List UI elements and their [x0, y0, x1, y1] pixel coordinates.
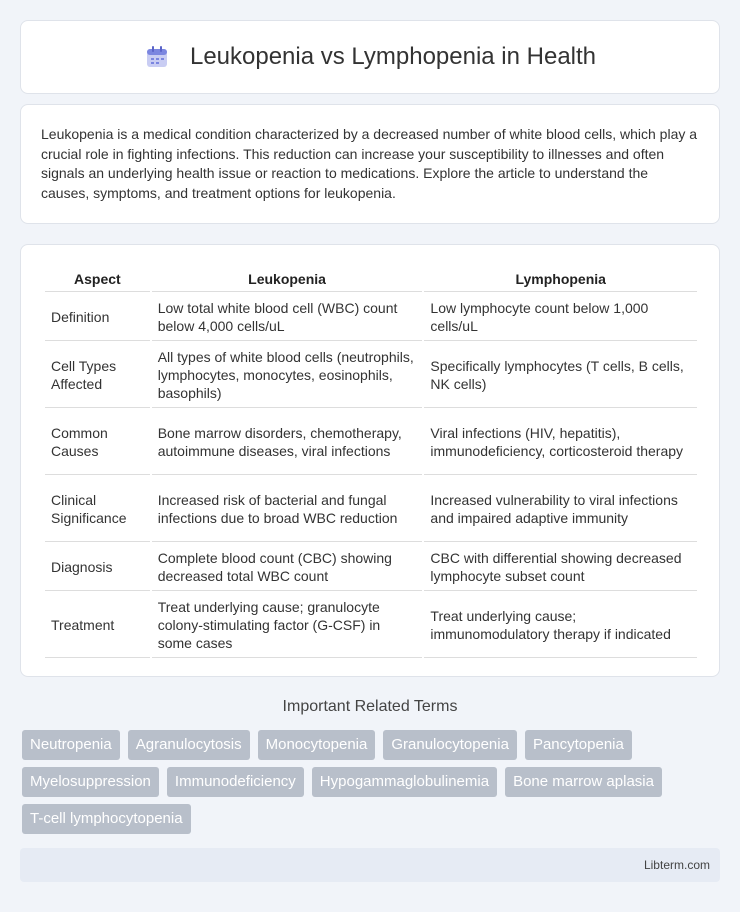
row-lymphopenia: Specifically lymphocytes (T cells, B cells, NK cells): [424, 343, 697, 408]
row-leukopenia: Low total white blood cell (WBC) count below 4,000 cells/uL: [152, 294, 423, 341]
table-row: [45, 410, 697, 475]
header-aspect: Aspect: [45, 267, 150, 292]
related-term-tag[interactable]: Pancytopenia: [525, 730, 632, 760]
row-aspect: Clinical Significance: [45, 477, 150, 542]
row-lymphopenia: CBC with differential showing decreased lymphocyte subset count: [424, 544, 697, 591]
row-lymphopenia: Treat underlying cause; immunomodulatory therapy if indicated: [424, 593, 697, 658]
related-terms-list: [22, 730, 722, 841]
row-lymphopenia: Low lymphocyte count below 1,000 cells/uL: [424, 294, 697, 341]
row-leukopenia: All types of white blood cells (neutrophils, lymphocytes, monocytes, eosinophils, basophils): [152, 343, 423, 408]
table-row: [45, 477, 697, 542]
intro-card: [20, 104, 720, 224]
related-term-tag[interactable]: Immunodeficiency: [167, 767, 304, 797]
related-term-tag[interactable]: Monocytopenia: [258, 730, 376, 760]
related-terms-title: Important Related Terms: [282, 698, 458, 715]
table-row: [45, 544, 697, 591]
row-leukopenia: Bone marrow disorders, chemotherapy, autoimmune diseases, viral infections: [152, 410, 423, 475]
related-term-tag[interactable]: T-cell lymphocytopenia: [22, 804, 191, 834]
page-title: Leukopenia vs Lymphopenia in Health: [189, 43, 597, 70]
row-aspect: Treatment: [45, 593, 150, 658]
row-aspect: Common Causes: [45, 410, 150, 475]
comparison-table: [43, 265, 699, 660]
footer-site-link[interactable]: Libterm.com: [643, 858, 710, 872]
table-row: [45, 343, 697, 408]
related-term-tag[interactable]: Hypogammaglobulinemia: [312, 767, 497, 797]
row-lymphopenia: Viral infections (HIV, hepatitis), immunodeficiency, corticosteroid therapy: [424, 410, 697, 475]
related-term-tag[interactable]: Agranulocytosis: [128, 730, 250, 760]
related-term-tag[interactable]: Myelosuppression: [22, 767, 159, 797]
row-leukopenia: Complete blood count (CBC) showing decreased total WBC count: [152, 544, 423, 591]
calendar-icon: [144, 44, 170, 70]
row-aspect: Diagnosis: [45, 544, 150, 591]
comparison-card: [20, 244, 720, 677]
related-term-tag[interactable]: Bone marrow aplasia: [505, 767, 662, 797]
row-aspect: Cell Types Affected: [45, 343, 150, 408]
header-leukopenia: Leukopenia: [152, 267, 423, 292]
row-aspect: Definition: [45, 294, 150, 341]
row-leukopenia: Increased risk of bacterial and fungal infections due to broad WBC reduction: [152, 477, 423, 542]
footer: [20, 848, 720, 882]
header-lymphopenia: Lymphopenia: [424, 267, 697, 292]
intro-text: Leukopenia is a medical condition characterized by a decreased number of white blood cells, which play a crucial role in fighting infections. This reduction can increase your susceptibility to illnesses and often signals an underlying health issue or reaction to medications. Explore the article to understand the causes, symptoms, and treatment options for leukopenia.: [41, 126, 698, 201]
row-lymphopenia: Increased vulnerability to viral infections and impaired adaptive immunity: [424, 477, 697, 542]
table-header-row: [45, 267, 697, 292]
header-card: [20, 20, 720, 94]
table-row: [45, 294, 697, 341]
related-term-tag[interactable]: Neutropenia: [22, 730, 120, 760]
row-leukopenia: Treat underlying cause; granulocyte colony-stimulating factor (G-CSF) in some cases: [152, 593, 423, 658]
table-row: [45, 593, 697, 658]
related-term-tag[interactable]: Granulocytopenia: [383, 730, 517, 760]
